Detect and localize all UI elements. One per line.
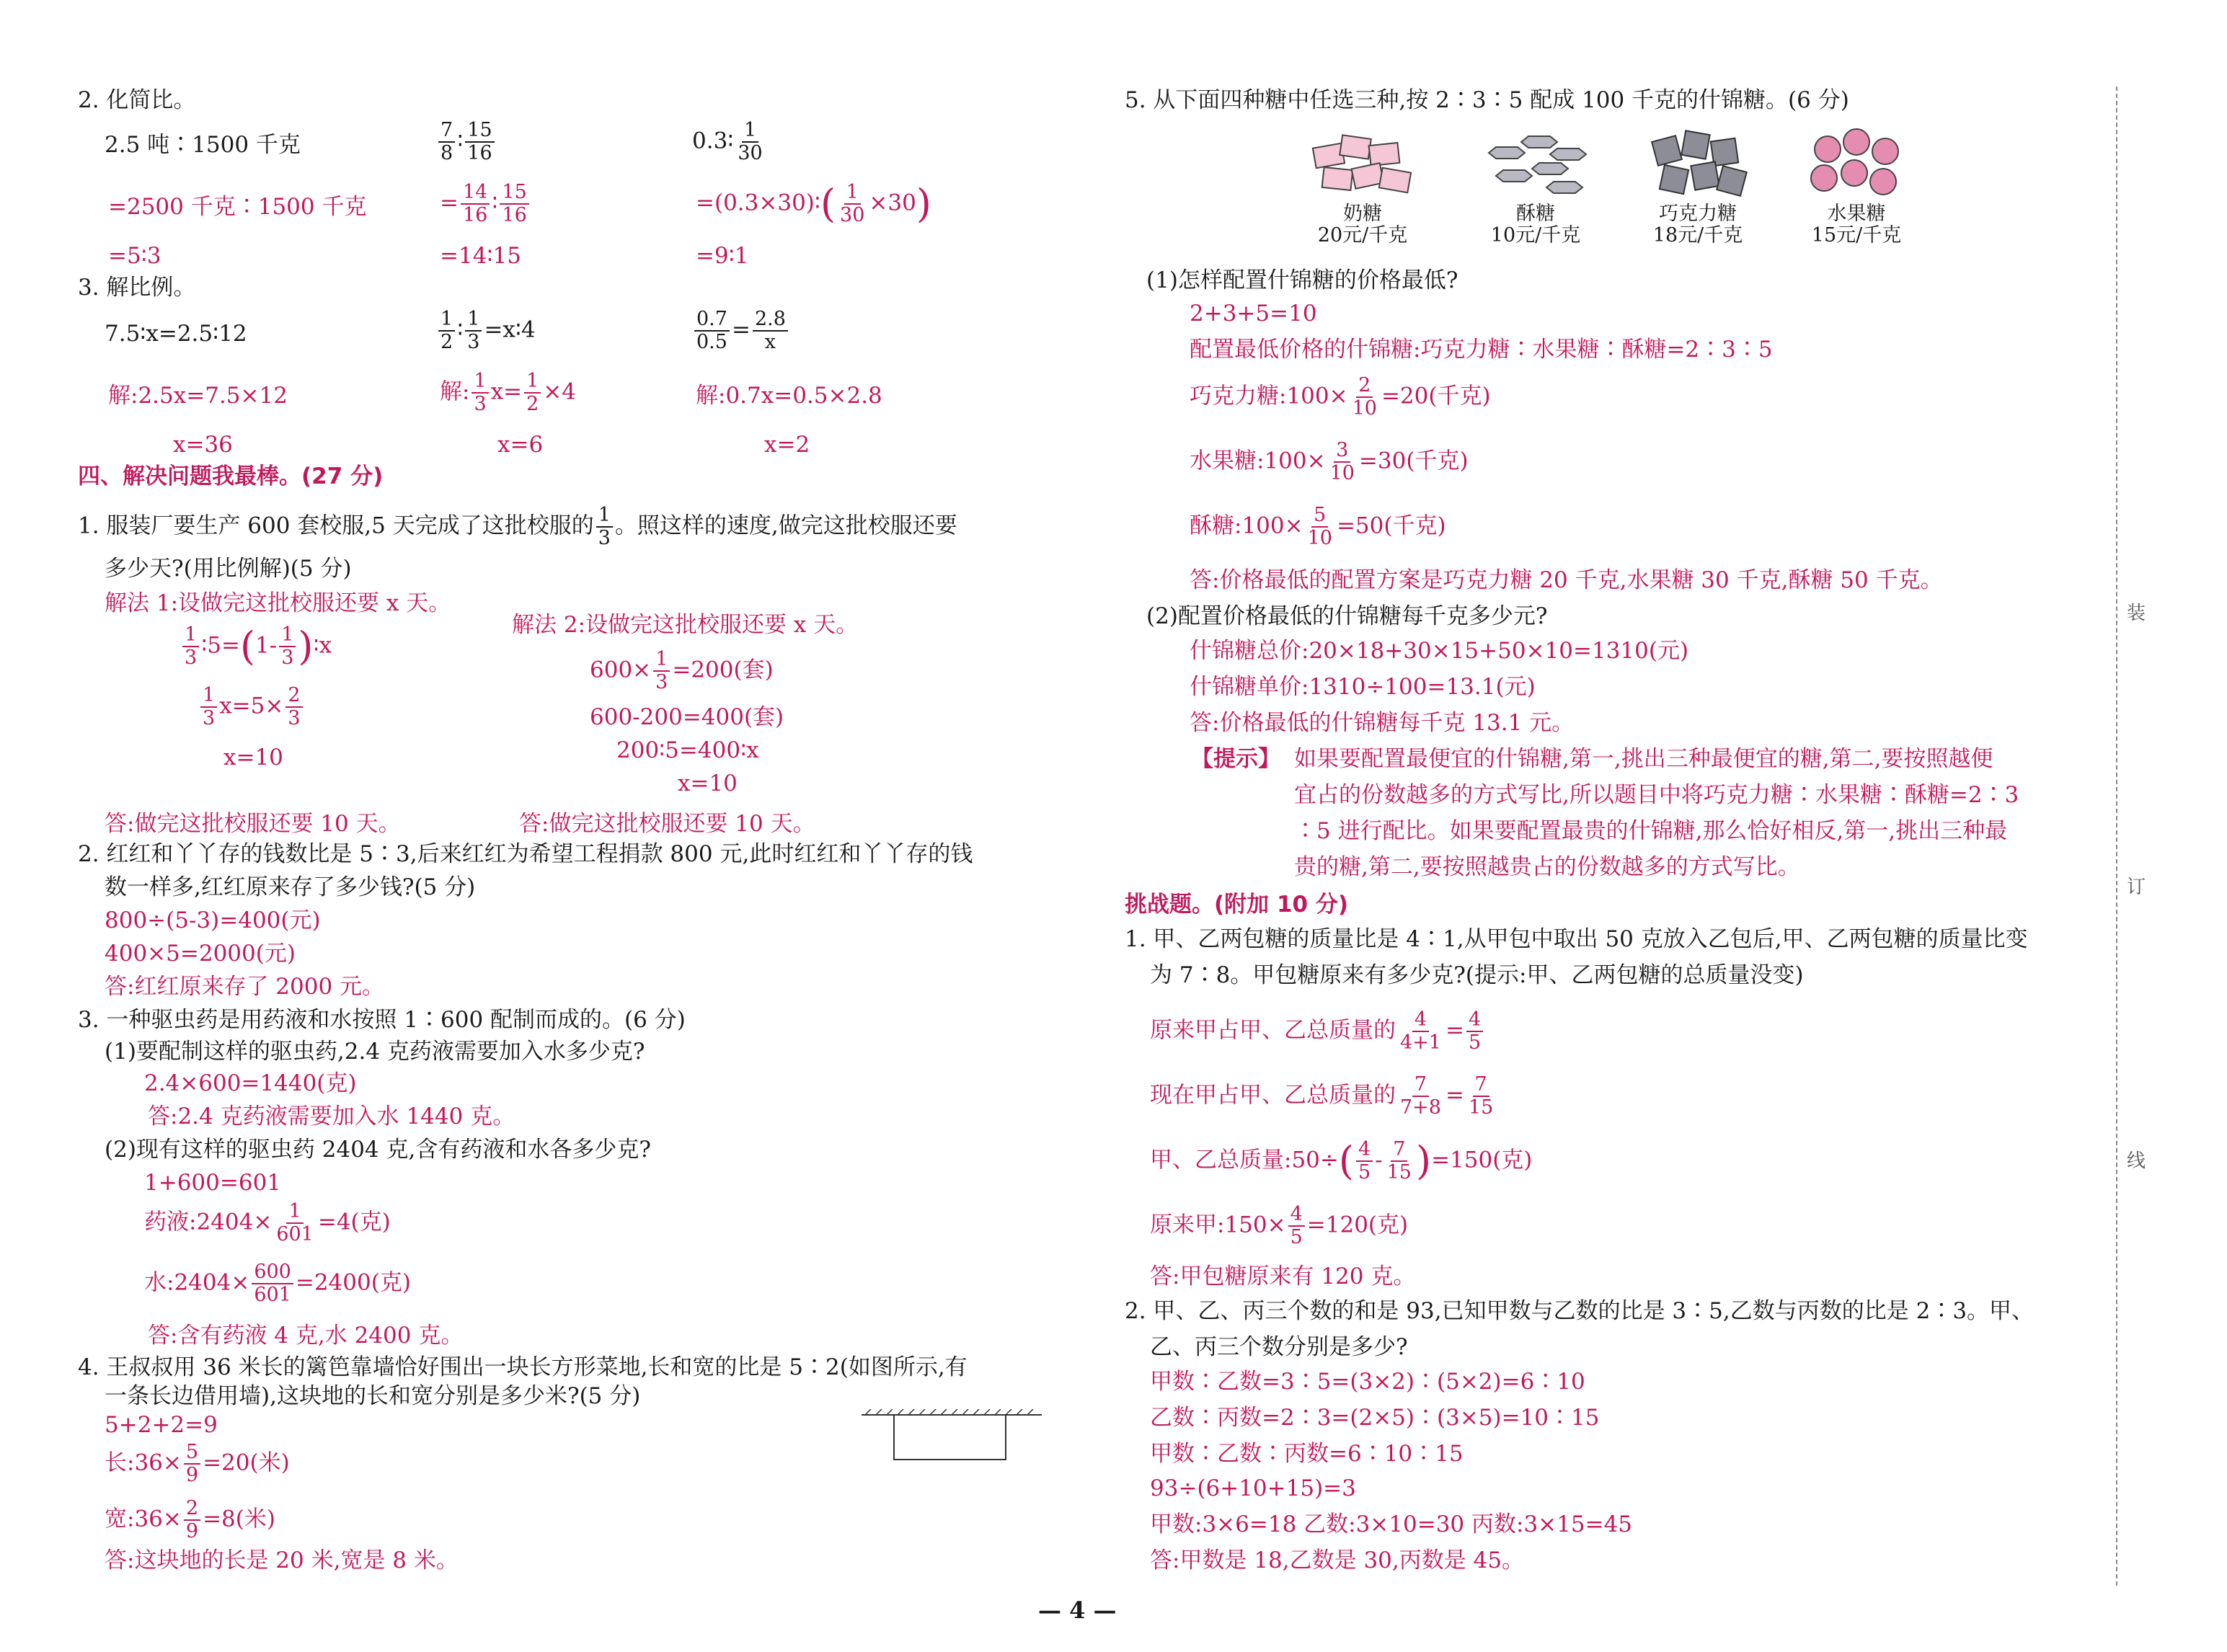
c2-text-line2: 乙、丙三个数分别是多少?: [1150, 1334, 1408, 1360]
milk-candy-icon: [1309, 124, 1417, 203]
c1-text-line2: 为 7∶8。甲包糖原来有多少克?(提示:甲、乙两包糖的总质量没变): [1150, 962, 1804, 988]
candy-milk-price: 20元/千克: [1317, 224, 1408, 247]
chocolate-candy-icon: [1644, 124, 1752, 203]
q5-sub1-step5: 酥糖:100× $\frac{5}{10}$ =50(千克): [1190, 504, 1446, 549]
q3-sub2-step2: 药液:2404× $\frac{1}{601}$ =4(克): [144, 1200, 391, 1245]
candy-milk-name: 奶糖: [1343, 203, 1382, 225]
candy-chocolate-price: 18元/千克: [1652, 224, 1743, 247]
q1-method2-step3: 200∶5=400∶x: [616, 737, 759, 763]
page-number: — 4 —: [1038, 1597, 1117, 1624]
c2-step1: 甲数∶乙数=3∶5=(3×2)∶(5×2)=6∶10: [1150, 1369, 1585, 1395]
candy-crisp-name: 酥糖: [1516, 203, 1555, 225]
q3-sub1-answer: 答:2.4 克药液需要加入水 1440 克。: [148, 1103, 515, 1129]
q5-sub2-step1: 什锦糖总价:20×18+30×15+50×10=1310(元): [1190, 638, 1689, 664]
s2-p2-step1: = $\frac{14}{16}$ ∶ $\frac{15}{16}$: [440, 182, 531, 226]
q5-text: 5. 从下面四种糖中任选三种,按 2∶3∶5 配成 100 千克的什锦糖。(6 分): [1125, 87, 1849, 113]
q4-answer: 答:这块地的长是 20 米,宽是 8 米。: [105, 1547, 459, 1573]
q2-text-line1: 2. 红红和丫丫存的钱数比是 5∶3,后来红红为希望工程捐款 800 元,此时红红和丫丫存的钱: [78, 841, 973, 867]
q5-sub1: (1)怎样配置什锦糖的价格最低?: [1146, 267, 1458, 293]
s2-p2-step2: =14∶15: [440, 243, 521, 269]
challenge-title: 挑战题。(附加 10 分): [1125, 892, 1349, 918]
tip-line2: 宜占的份数越多的方式写比,所以题目中将巧克力糖∶水果糖∶酥糖=2∶3: [1294, 782, 2019, 808]
q3-sub1-step: 2.4×600=1440(克): [144, 1070, 357, 1096]
c1-step1: 原来甲占甲、乙总质量的 $\frac{4}{4+1}$ = $\frac{4}{5}$: [1150, 1009, 1485, 1054]
s2-p1-question: 2.5 吨∶1500 千克: [105, 132, 301, 158]
s2-p3-step1: =(0.3×30)∶( $\frac{1}{30}$ ×30): [696, 181, 931, 226]
q1-method1-step1: $\frac{1}{3}$ ∶5=(1- $\frac{1}{3}$ )∶x: [180, 624, 332, 669]
q5-sub1-step1: 2+3+5=10: [1190, 301, 1317, 327]
q2-step1: 800÷(5-3)=400(元): [105, 907, 321, 933]
q1-method1-step3: x=10: [223, 745, 283, 771]
c2-step2: 乙数∶丙数=2∶3=(2×5)∶(3×5)=10∶15: [1150, 1405, 1600, 1431]
q5-sub1-answer: 答:价格最低的配置方案是巧克力糖 20 千克,水果糖 30 千克,酥糖 50 千克。: [1190, 567, 1943, 593]
section-4-title: 四、解决问题我最棒。(27 分): [78, 463, 384, 489]
q3-sub2-step1: 1+600=601: [144, 1170, 282, 1196]
tip-line1: 如果要配置最便宜的什锦糖,第一,挑出三种最便宜的糖,第二,要按照越便: [1294, 746, 1993, 772]
q3-sub2: (2)现有这样的驱虫药 2404 克,含有药液和水各多少克?: [105, 1137, 651, 1163]
q5-sub2: (2)配置价格最低的什锦糖每千克多少元?: [1146, 603, 1548, 629]
s3-p2-step2: x=6: [497, 432, 544, 458]
q1-answer2: 答:做完这批校服还要 10 天。: [519, 811, 815, 837]
s3-p1-step1: 解:2.5x=7.5×12: [108, 383, 288, 409]
q4-step3: 宽:36× $\frac{2}{9}$ =8(米): [105, 1497, 275, 1542]
section-3-title: 3. 解比例。: [78, 275, 196, 301]
s3-p2-question: $\frac{1}{2}$ ∶ $\frac{1}{3}$ =x∶4: [436, 308, 536, 353]
crisp-candy-icon: [1482, 124, 1590, 203]
binding-char-3: 线: [2127, 1150, 2146, 1172]
s3-p3-question: $\frac{0.7}{0.5}$ = $\frac{2.8}{x}$: [692, 308, 790, 353]
q3-sub1: (1)要配制这样的驱虫药,2.4 克药液需要加入水多少克?: [105, 1039, 645, 1065]
s2-p2-question: $\frac{7}{8}$ ∶ $\frac{15}{16}$: [436, 120, 497, 164]
q5-sub1-step3: 巧克力糖:100× $\frac{2}{10}$ =20(千克): [1190, 374, 1491, 419]
c2-step4: 93÷(6+10+15)=3: [1150, 1475, 1356, 1501]
q4-text-line2: 一条长边借用墙),这块地的长和宽分别是多少米?(5 分): [105, 1383, 641, 1409]
binding-dashed-line: [2116, 86, 2117, 1586]
c1-step3: 甲、乙总质量:50÷( $\frac{4}{5}$ - $\frac{7}{15}$ )=150(克): [1150, 1138, 1533, 1184]
s2-p3-question: 0.3∶ $\frac{1}{30}$: [692, 119, 763, 164]
q5-sub1-step4: 水果糖:100× $\frac{3}{10}$ =30(千克): [1190, 439, 1469, 484]
candy-chocolate: [1644, 124, 1752, 247]
fruit-candy-icon: [1802, 124, 1911, 203]
s2-p1-step1: =2500 千克∶1500 千克: [108, 194, 367, 220]
candy-fruit: [1802, 124, 1911, 247]
candy-fruit-name: 水果糖: [1827, 203, 1886, 225]
q2-step2: 400×5=2000(元): [105, 941, 296, 967]
q4-text-line1: 4. 王叔叔用 36 米长的篱笆靠墙恰好围出一块长方形菜地,长和宽的比是 5∶2(如图所示,有: [78, 1354, 968, 1380]
s3-p1-question: 7.5∶x=2.5∶12: [105, 321, 247, 347]
q1-answer1: 答:做完这批校服还要 10 天。: [105, 811, 401, 837]
q1-method2-step4: x=10: [678, 771, 738, 796]
candy-milk: [1309, 124, 1417, 247]
q2-text-line2: 数一样多,红红原来存了多少钱?(5 分): [105, 874, 476, 900]
q1-method2-step2: 600-200=400(套): [590, 704, 784, 730]
q5-sub2-answer: 答:价格最低的什锦糖每千克 13.1 元。: [1190, 710, 1575, 736]
q1-method1-step2: $\frac{1}{3}$ x=5× $\frac{2}{3}$: [198, 685, 305, 729]
q5-sub2-step2: 什锦糖单价:1310÷100=13.1(元): [1190, 674, 1536, 700]
q2-answer: 答:红红原来存了 2000 元。: [105, 974, 385, 1000]
c1-answer: 答:甲包糖原来有 120 克。: [1150, 1264, 1416, 1289]
c1-step2: 现在甲占甲、乙总质量的 $\frac{7}{7+8}$ = $\frac{7}{15}$: [1150, 1073, 1494, 1119]
candy-fruit-price: 15元/千克: [1811, 224, 1902, 247]
wall-fence-diagram: [862, 1409, 1042, 1467]
c2-step5: 甲数:3×6=18 乙数:3×10=30 丙数:3×15=45: [1150, 1511, 1633, 1537]
tip-label: 【提示】: [1191, 746, 1280, 772]
q1-method1-title: 解法 1:设做完这批校服还要 x 天。: [105, 590, 451, 616]
c2-text-line1: 2. 甲、乙、丙三个数的和是 93,已知甲数与乙数的比是 3∶5,乙数与丙数的比是 2∶3。甲、: [1125, 1298, 2035, 1324]
q3-text: 3. 一种驱虫药是用药液和水按照 1∶600 配制而成的。(6 分): [78, 1007, 686, 1033]
candy-crisp-price: 10元/千克: [1490, 224, 1581, 247]
section-2-title: 2. 化简比。: [78, 87, 196, 113]
s3-p2-step1: 解: $\frac{1}{3}$ x= $\frac{1}{2}$ ×4: [440, 370, 576, 415]
c1-step4: 原来甲:150× $\frac{4}{5}$ =120(克): [1150, 1203, 1409, 1248]
q1-text-line2: 多少天?(用比例解)(5 分): [105, 556, 352, 582]
s3-p3-step2: x=2: [764, 432, 810, 458]
c2-step3: 甲数∶乙数∶丙数=6∶10∶15: [1150, 1441, 1464, 1467]
c2-answer: 答:甲数是 18,乙数是 30,丙数是 45。: [1150, 1547, 1525, 1573]
tip-line4: 贵的糖,第二,要按照越贵占的份数越多的方式写比。: [1294, 854, 1800, 880]
tip-line3: ∶5 进行配比。如果要配置最贵的什锦糖,那么恰好相反,第一,挑出三种最: [1294, 818, 2008, 844]
q3-sub2-step3: 水:2404× $\frac{600}{601}$ =2400(克): [144, 1261, 411, 1306]
q4-step1: 5+2+2=9: [105, 1412, 218, 1438]
candy-chocolate-name: 巧克力糖: [1659, 203, 1737, 225]
candy-crisp: [1482, 124, 1590, 247]
c1-text-line1: 1. 甲、乙两包糖的质量比是 4∶1,从甲包中取出 50 克放入乙包后,甲、乙两包糖的质量比变: [1125, 926, 2028, 952]
q1-method2-step1: 600× $\frac{1}{3}$ =200(套): [590, 648, 774, 693]
q3-sub2-answer: 答:含有药液 4 克,水 2400 克。: [148, 1323, 464, 1349]
q1-method2-title: 解法 2:设做完这批校服还要 x 天。: [512, 612, 859, 638]
binding-char-1: 装: [2127, 603, 2146, 624]
s2-p1-step2: =5∶3: [108, 243, 161, 269]
q1-text-line1: 1. 服装厂要生产 600 套校服,5 天完成了这批校服的 $\frac{1}{3}$ 。照这样的速度,做完这批校服还要: [78, 504, 957, 549]
q5-sub1-step2: 配置最低价格的什锦糖:巧克力糖∶水果糖∶酥糖=2∶3∶5: [1190, 337, 1773, 363]
s2-p3-step2: =9∶1: [696, 243, 749, 269]
s3-p3-step1: 解:0.7x=0.5×2.8: [696, 383, 882, 409]
s3-p1-step2: x=36: [173, 432, 233, 458]
binding-char-2: 订: [2127, 876, 2146, 898]
q4-step2: 长:36× $\frac{5}{9}$ =20(米): [105, 1441, 290, 1486]
